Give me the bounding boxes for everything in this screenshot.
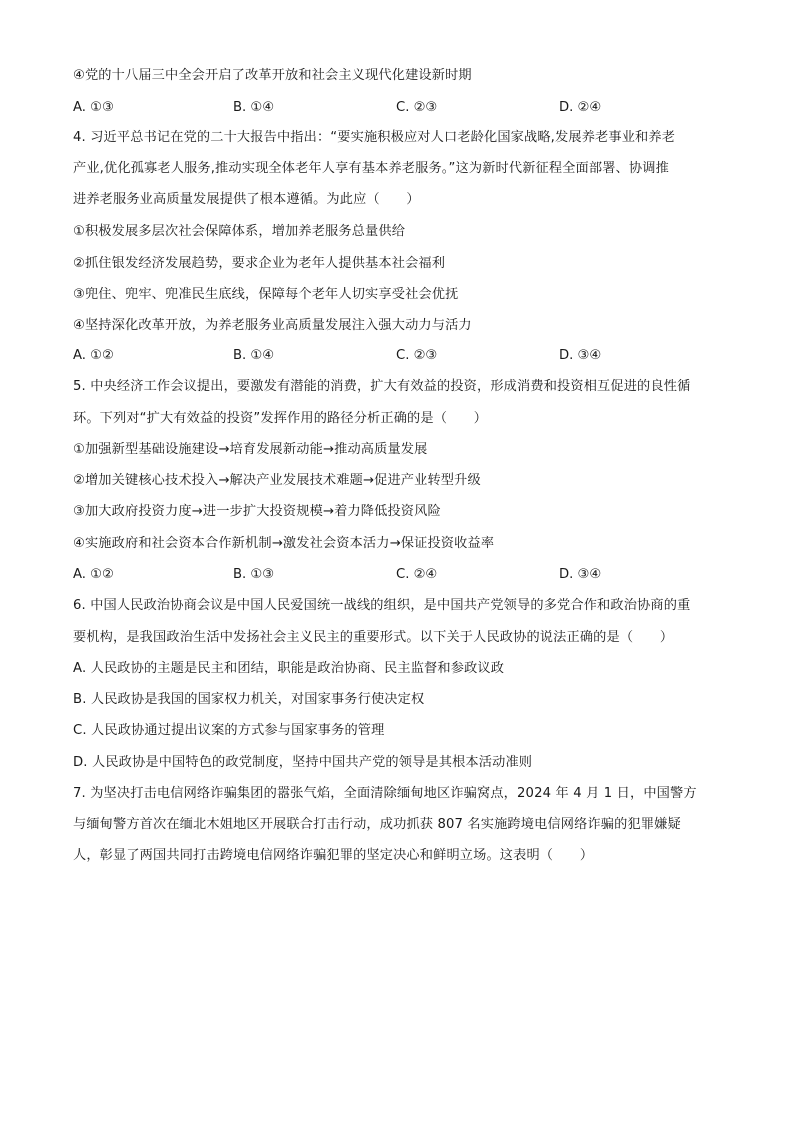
q3-option-b[interactable]: B. ①④ bbox=[233, 100, 275, 115]
q4-option-b[interactable]: B. ①④ bbox=[233, 348, 275, 363]
q6-option-d[interactable]: D. 人民政协是中国特色的政党制度，坚持中国共产党的领导是其根本活动准则 bbox=[73, 755, 533, 770]
q4-option-a[interactable]: A. ①② bbox=[73, 348, 114, 363]
q5-item-3: ③加大政府投资力度→进一步扩大投资规模→着力降低投资风险 bbox=[73, 504, 441, 519]
q5-option-a[interactable]: A. ①② bbox=[73, 567, 114, 582]
q4-item-4: ④坚持深化改革开放，为养老服务业高质量发展注入强大动力与活力 bbox=[73, 318, 472, 333]
q6-stem-line-1: 6. 中国人民政治协商会议是中国人民爱国统一战线的组织，是中国共产党领导的多党合作和政治协商的重 bbox=[73, 598, 691, 613]
q6-option-b[interactable]: B. 人民政协是我国的国家权力机关，对国家事务行使决定权 bbox=[73, 692, 425, 707]
q4-stem-line-2: 产业,优化孤寡老人服务,推动实现全体老年人享有基本养老服务。”这为新时代新征程全面部署、协调推 bbox=[73, 161, 669, 176]
q6-stem-line-2: 要机构，是我国政治生活中发扬社会主义民主的重要形式。以下关于人民政协的说法正确的是（ ） bbox=[73, 630, 674, 645]
q3-option-c[interactable]: C. ②③ bbox=[396, 100, 438, 115]
q7-stem-line-2: 与缅甸警方首次在缅北木姐地区开展联合打击行动，成功抓获 807 名实施跨境电信网络诈骗的犯罪嫌疑 bbox=[73, 817, 681, 832]
q5-options bbox=[73, 565, 723, 585]
q3-item-4: ④党的十八届三中全会开启了改革开放和社会主义现代化建设新时期 bbox=[73, 68, 472, 83]
q4-option-c[interactable]: C. ②③ bbox=[396, 348, 438, 363]
q5-item-2: ②增加关键核心技术投入→解决产业发展技术难题→促进产业转型升级 bbox=[73, 473, 481, 488]
q3-option-d[interactable]: D. ②④ bbox=[559, 100, 602, 115]
q4-item-2: ②抓住银发经济发展趋势，要求企业为老年人提供基本社会福利 bbox=[73, 256, 446, 271]
q5-stem-line-2: 环。下列对“扩大有效益的投资”发挥作用的路径分析正确的是（ ） bbox=[73, 411, 488, 426]
q5-option-b[interactable]: B. ①③ bbox=[233, 567, 275, 582]
q3-options bbox=[73, 98, 723, 118]
q5-stem-line-1: 5. 中央经济工作会议提出，要激发有潜能的消费，扩大有效益的投资，形成消费和投资相互促进的良性循 bbox=[73, 379, 691, 394]
q6-option-c[interactable]: C. 人民政协通过提出议案的方式参与国家事务的管理 bbox=[73, 723, 385, 738]
q5-item-1: ①加强新型基础设施建设→培育发展新动能→推动高质量发展 bbox=[73, 442, 428, 457]
q7-stem-line-3: 人，彰显了两国共同打击跨境电信网络诈骗犯罪的坚定决心和鲜明立场。这表明（ ） bbox=[73, 848, 594, 863]
q6-option-a[interactable]: A. 人民政协的主题是民主和团结，职能是政治协商、民主监督和参政议政 bbox=[73, 661, 505, 676]
q5-item-4: ④实施政府和社会资本合作新机制→激发社会资本活力→保证投资收益率 bbox=[73, 536, 495, 551]
q4-options bbox=[73, 346, 723, 366]
q4-stem-line-3: 进养老服务业高质量发展提供了根本遵循。为此应（ ） bbox=[73, 192, 420, 207]
q4-item-3: ③兜住、兜牢、兜准民生底线，保障每个老年人切实享受社会优抚 bbox=[73, 287, 459, 302]
q3-option-a[interactable]: A. ①③ bbox=[73, 100, 114, 115]
q4-option-d[interactable]: D. ③④ bbox=[559, 348, 602, 363]
q4-stem-line-1: 4. 习近平总书记在党的二十大报告中指出：“要实施积极应对人口老龄化国家战略,发展养老事业和养老 bbox=[73, 130, 676, 145]
q4-item-1: ①积极发展多层次社会保障体系，增加养老服务总量供给 bbox=[73, 224, 406, 239]
q5-option-d[interactable]: D. ③④ bbox=[559, 567, 602, 582]
q7-stem-line-1: 7. 为坚决打击电信网络诈骗集团的嚣张气焰，全面清除缅甸地区诈骗窝点，2024 年 4 月 1 日，中国警方 bbox=[73, 786, 697, 801]
q5-option-c[interactable]: C. ②④ bbox=[396, 567, 438, 582]
